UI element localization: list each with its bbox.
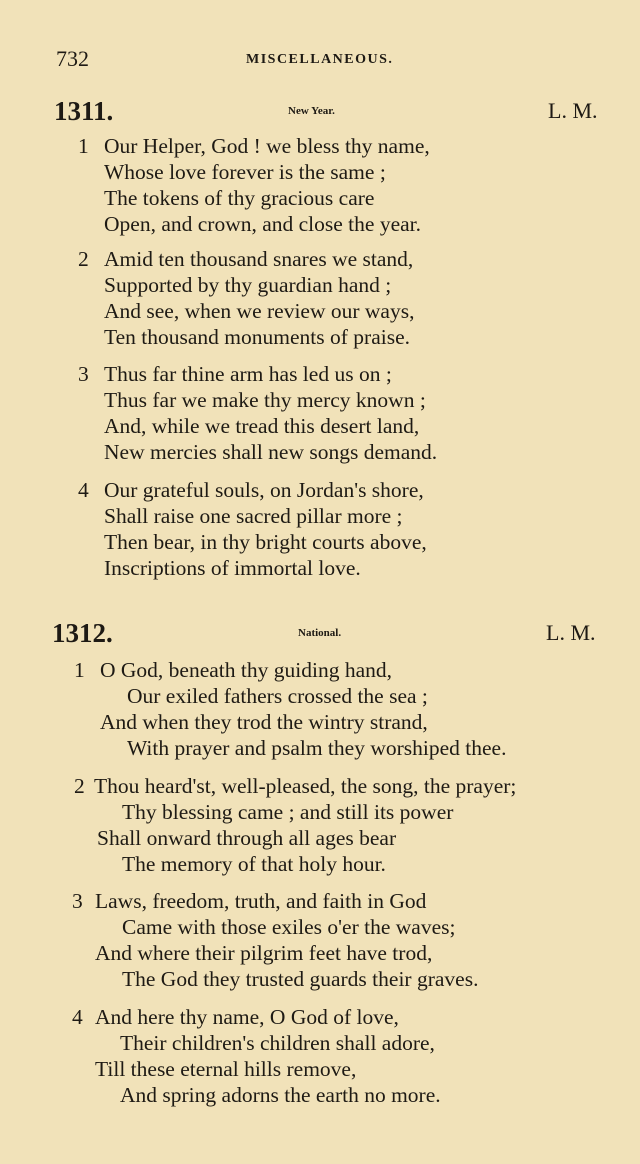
page-header xyxy=(0,46,640,76)
stanza-number: 2 xyxy=(78,247,89,271)
stanza-line: The God they trusted guards their graves. xyxy=(122,967,479,991)
stanza-line: Whose love forever is the same ; xyxy=(104,160,386,184)
stanza-line: And see, when we review our ways, xyxy=(104,299,415,323)
stanza-line: Came with those exiles o'er the waves; xyxy=(122,915,456,939)
stanza-line: New mercies shall new songs demand. xyxy=(104,440,438,464)
stanza-line: Thou heard'st, well-pleased, the song, the prayer; xyxy=(94,774,517,798)
stanza-line: And spring adorns the earth no more. xyxy=(120,1083,441,1107)
stanza-line: With prayer and psalm they worshiped thee. xyxy=(127,736,507,760)
stanza-line: Their children's children shall adore, xyxy=(120,1031,435,1055)
stanza-line: Shall onward through all ages bear xyxy=(97,826,397,850)
hymn-meter: L. M. xyxy=(548,98,598,123)
stanza-line: Shall raise one sacred pillar more ; xyxy=(104,504,403,528)
stanza-line: Ten thousand monuments of praise. xyxy=(104,325,411,349)
hymn-number: 1312. xyxy=(52,618,113,648)
stanza-number: 4 xyxy=(72,1005,83,1029)
stanza-number: 3 xyxy=(72,889,83,913)
page-number: 732 xyxy=(56,46,89,71)
stanza-line: And where their pilgrim feet have trod, xyxy=(95,941,433,965)
stanza-line: The tokens of thy gracious care xyxy=(104,186,375,210)
stanza-line: The memory of that holy hour. xyxy=(122,852,386,876)
stanza-number: 4 xyxy=(78,478,89,502)
hymn-1312-header xyxy=(0,618,640,650)
stanza-line: Our grateful souls, on Jordan's shore, xyxy=(104,478,424,502)
stanza-line: And, while we tread this desert land, xyxy=(104,414,420,438)
stanza-line: Then bear, in thy bright courts above, xyxy=(104,530,427,554)
hymn-topic: National. xyxy=(298,627,342,639)
stanza-line: Inscriptions of immortal love. xyxy=(104,556,361,580)
stanza-number: 1 xyxy=(74,658,85,682)
stanza-line: And here thy name, O God of love, xyxy=(95,1005,399,1029)
stanza-number: 2 xyxy=(74,774,85,798)
stanza-line: Till these eternal hills remove, xyxy=(95,1057,357,1081)
stanza-line: Thus far we make thy mercy known ; xyxy=(104,388,426,412)
hymn-1311-header xyxy=(0,96,640,128)
stanza-number: 1 xyxy=(78,134,89,158)
stanza-line: Our exiled fathers crossed the sea ; xyxy=(127,684,428,708)
stanza-line: And when they trod the wintry strand, xyxy=(100,710,428,734)
running-title: MISCELLANEOUS. xyxy=(246,52,394,67)
stanza-line: Amid ten thousand snares we stand, xyxy=(104,247,414,271)
stanza-line: Thus far thine arm has led us on ; xyxy=(104,362,392,386)
hymn-number: 1311. xyxy=(54,96,114,126)
stanza-line: Thy blessing came ; and still its power xyxy=(122,800,454,824)
stanza-line: Laws, freedom, truth, and faith in God xyxy=(95,889,427,913)
hymn-topic: New Year. xyxy=(288,105,335,117)
stanza-line: Our Helper, God ! we bless thy name, xyxy=(104,134,430,158)
hymn-meter: L. M. xyxy=(546,620,596,645)
stanza-number: 3 xyxy=(78,362,89,386)
stanza-line: Open, and crown, and close the year. xyxy=(104,212,422,236)
stanza-line: Supported by thy guardian hand ; xyxy=(104,273,392,297)
stanza-line: O God, beneath thy guiding hand, xyxy=(100,658,392,682)
